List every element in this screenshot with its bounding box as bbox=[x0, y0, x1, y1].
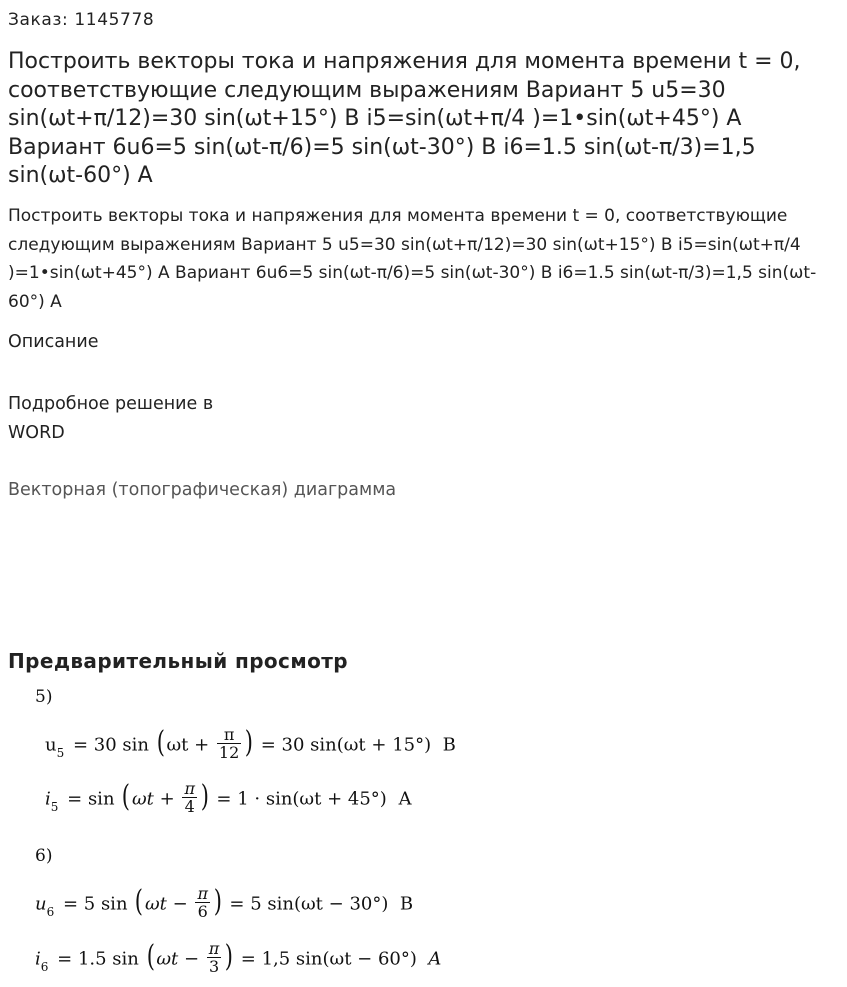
close-paren: ) bbox=[213, 883, 222, 919]
formula-unit: В bbox=[442, 734, 456, 756]
open-paren: ( bbox=[135, 883, 144, 919]
preview-heading: Предварительный просмотр bbox=[8, 649, 348, 673]
fraction bbox=[182, 780, 197, 815]
formula-variable: u bbox=[35, 893, 47, 915]
fraction-denominator: 6 bbox=[197, 902, 208, 921]
formula-rhs: = 1,5 sin(ωt − 60°) bbox=[240, 948, 417, 970]
close-paren: ) bbox=[245, 724, 254, 760]
variant6-voltage-formula bbox=[35, 883, 414, 922]
formula-unit: В bbox=[399, 893, 414, 915]
description-section-label: Описание bbox=[8, 332, 99, 352]
close-paren: ) bbox=[200, 778, 209, 814]
formula-variable: i bbox=[45, 788, 51, 810]
solution-format-line1: Подробное решение в bbox=[8, 394, 214, 414]
fraction-numerator: π bbox=[217, 726, 241, 744]
formula-unit: A bbox=[428, 948, 442, 970]
formula-lhs: = 5 sin bbox=[62, 893, 128, 915]
formula-variable: u bbox=[45, 734, 57, 756]
formula-lhs: = sin bbox=[67, 788, 115, 810]
formula-inner: ωt + bbox=[131, 788, 175, 810]
formula-inner: ωt − bbox=[156, 948, 200, 970]
variant5-voltage-formula bbox=[45, 724, 456, 763]
formula-subscript: 5 bbox=[56, 745, 65, 760]
fraction bbox=[217, 726, 241, 761]
fraction-denominator: 4 bbox=[184, 797, 195, 816]
formula-inner: ωt − bbox=[145, 893, 188, 915]
open-paren: ( bbox=[122, 778, 131, 814]
formula-variable: i bbox=[35, 948, 41, 970]
formula-rhs: = 30 sin(ωt + 15°) bbox=[260, 734, 432, 756]
open-paren: ( bbox=[156, 724, 165, 760]
page-title: Построить векторы тока и напряжения для момента времени t = 0, соответствующие следующим выражениям Вариант 5 u5=30 sin(ωt+π/12)=30 sin(ωt+15°) В i5=sin(ωt+π/4 )=1•sin(ωt+45°) А Вариант 6u6=5 sin(ωt-π/6)=5 sin(ωt-30°) В i6=1.5 sin(ωt-π/3)=1,5 sin(ωt-60°) А bbox=[8, 49, 801, 188]
variant5-current-formula bbox=[45, 778, 412, 817]
preview-image bbox=[0, 680, 847, 987]
formula-inner: ωt + bbox=[166, 734, 210, 756]
order-number: Заказ: 1145778 bbox=[8, 10, 155, 30]
variant5-number: 5) bbox=[35, 687, 53, 707]
fraction-denominator: 12 bbox=[218, 743, 240, 762]
close-paren: ) bbox=[225, 938, 234, 974]
fraction-numerator: π bbox=[184, 779, 195, 798]
fraction bbox=[195, 885, 210, 920]
formula-subscript: 6 bbox=[40, 959, 49, 974]
task-description: Построить векторы тока и напряжения для момента времени t = 0, соответствующие следующим выражениям Вариант 5 u5=30 sin(ωt+π/12)=30 sin(ωt+15°) В i5=sin(ωt+π/4 )=1•sin(ωt+45°) А Вариант 6u6=5 sin(ωt-π/6)=5 sin(ωt-30°) В i6=1.5 sin(ωt-π/3)=1,5 sin(ωt-60°) А bbox=[8, 206, 817, 312]
diagram-caption: Векторная (топографическая) диаграмма bbox=[8, 480, 397, 500]
formula-unit: А bbox=[398, 788, 412, 810]
solution-format-line2: WORD bbox=[8, 423, 65, 443]
formula-subscript: 5 bbox=[50, 799, 59, 814]
formula-rhs: = 5 sin(ωt − 30°) bbox=[229, 893, 389, 915]
fraction-numerator: π bbox=[197, 884, 208, 903]
formula-lhs: = 30 sin bbox=[72, 734, 149, 756]
fraction-denominator: 3 bbox=[208, 957, 220, 976]
variant6-current-formula bbox=[35, 938, 442, 977]
formula-rhs: = 1 · sin(ωt + 45°) bbox=[216, 788, 387, 810]
formula-lhs: = 1.5 sin bbox=[57, 948, 139, 970]
variant6-number: 6) bbox=[35, 846, 53, 866]
open-paren: ( bbox=[146, 938, 155, 974]
fraction bbox=[207, 940, 222, 975]
formula-subscript: 6 bbox=[46, 904, 55, 919]
fraction-numerator: π bbox=[208, 939, 220, 958]
